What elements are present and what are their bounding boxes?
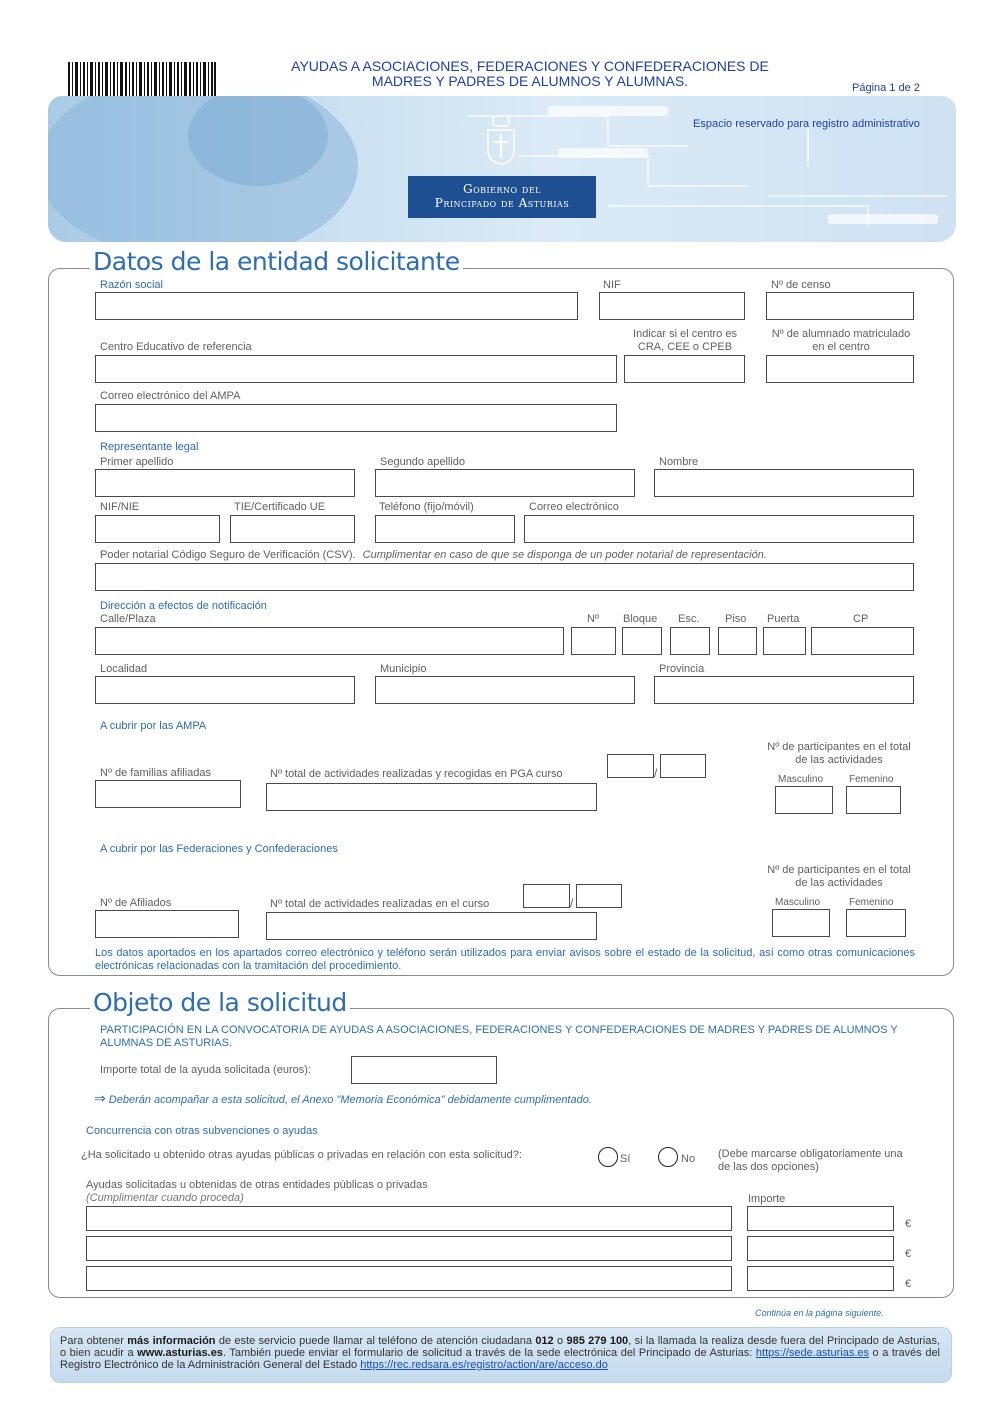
concurrencia-heading: Concurrencia con otras subvenciones o ayudas <box>86 1125 318 1137</box>
concurrencia-question: ¿Ha solicitado u obtenido otras ayudas públicas o privadas en relación con esta solicitud?: <box>81 1149 522 1161</box>
ayuda-importe-field-3[interactable] <box>747 1266 894 1291</box>
label-actividades-pga: Nº total de actividades realizadas y recogidas en PGA curso <box>270 768 563 780</box>
euro-sign-1: € <box>905 1218 912 1230</box>
label-poder-notarial <box>100 549 767 561</box>
label-primer-apellido: Primer apellido <box>100 456 174 468</box>
label-nif-nie: NIF/NIE <box>100 501 140 513</box>
localidad-field[interactable] <box>95 676 355 704</box>
label-correo: Correo electrónico <box>529 501 619 513</box>
label-femenino-ampa: Femenino <box>849 774 894 785</box>
section-title-objeto: Objeto de la solicitud <box>90 990 350 1016</box>
nif-field[interactable] <box>599 292 745 320</box>
label-participantes-fed: Nº de participantes en el total de las actividades <box>767 864 911 889</box>
ayuda-entidad-field-2[interactable] <box>86 1236 732 1261</box>
importe-total-field[interactable] <box>351 1056 497 1084</box>
label-participantes-ampa: Nº de participantes en el total de las actividades <box>767 741 911 766</box>
si-radio[interactable] <box>598 1147 618 1167</box>
label-localidad: Localidad <box>100 663 148 675</box>
euro-sign-2: € <box>905 1248 912 1260</box>
curso-start-field[interactable] <box>523 884 570 908</box>
nif-nie-field[interactable] <box>95 515 220 543</box>
label-telefono: Teléfono (fijo/móvil) <box>379 501 474 513</box>
footer-bold-mas-info: más información <box>127 1335 216 1347</box>
label-direccion: Dirección a efectos de notificación <box>100 600 267 612</box>
footer-text-2: de este servicio puede llamar al teléfono de atención ciudadana <box>215 1335 536 1347</box>
bloque-field[interactable] <box>622 627 662 655</box>
label-calle: Calle/Plaza <box>100 613 156 625</box>
correo-ampa-field[interactable] <box>95 404 617 432</box>
coat-of-arms-icon <box>484 116 518 166</box>
sede-link[interactable]: https://sede.asturias.es <box>755 1347 870 1359</box>
afiliados-field[interactable] <box>95 910 239 938</box>
actividades-pga-field[interactable] <box>266 783 597 811</box>
euro-sign-3: € <box>905 1278 912 1290</box>
footer-phone-012: 012 <box>535 1335 554 1347</box>
footer-text-3: o <box>553 1335 567 1347</box>
label-censo: Nº de censo <box>771 279 831 291</box>
privacy-note: Los datos aportados en los apartados correo electrónico y teléfono serán utilizados para enviar avisos sobre el estado de la solicitud, así como otras comunicaciones electrónicas relacionadas con la tramitación del procedimiento. <box>95 947 915 972</box>
cumplimentar-note: (Cumplimentar cuando proceda) <box>86 1192 244 1204</box>
correo-field[interactable] <box>524 515 914 543</box>
num-alumnado-field[interactable] <box>766 355 914 383</box>
footer-text-4: , si la llamada la realiza desde fuera del Principado de Asturias, o bien acudir a <box>60 1335 941 1359</box>
femenino-fed-field[interactable] <box>846 909 906 937</box>
federaciones-heading: A cubrir por las Federaciones y Confederaciones <box>100 843 338 855</box>
poder-notarial-text: Poder notarial Código Seguro de Verificación (CSV). <box>100 549 356 561</box>
slash-separator: / <box>654 766 658 780</box>
label-familias: Nº de familias afiliadas <box>100 767 212 779</box>
femenino-ampa-field[interactable] <box>846 786 901 814</box>
label-masculino-fed: Masculino <box>775 897 821 908</box>
no-radio[interactable] <box>658 1147 678 1167</box>
tipo-centro-field[interactable] <box>624 355 745 383</box>
participacion-text: PARTICIPACIÓN EN LA CONVOCATORIA DE AYUDAS A ASOCIACIONES, FEDERACIONES Y CONFEDERACIONES DE MADRES Y PADRES DE ALUMNOS Y ALUMNAS DE ASTURIAS. <box>100 1024 898 1049</box>
label-si: Sí <box>620 1153 631 1165</box>
provincia-field[interactable] <box>654 676 914 704</box>
label-masculino-ampa: Masculino <box>778 774 824 785</box>
masculino-ampa-field[interactable] <box>775 786 833 814</box>
csv-field[interactable] <box>95 563 914 591</box>
label-indicar-centro: Indicar si el centro es CRA, CEE o CPEB <box>633 328 737 353</box>
actividades-curso-field[interactable] <box>266 912 597 940</box>
curso-pga-start-field[interactable] <box>607 754 654 778</box>
anexo-note-line <box>94 1090 592 1107</box>
curso-pga-end-field[interactable] <box>660 754 706 778</box>
label-puerta: Puerta <box>767 613 800 625</box>
razon-social-field[interactable] <box>95 292 578 320</box>
footer-text-1: Para obtener <box>60 1335 128 1347</box>
label-numero: Nº <box>587 613 599 625</box>
page-indicator: Página 1 de 2 <box>852 82 920 94</box>
footer-info <box>60 1335 940 1371</box>
slash-separator: / <box>570 896 574 910</box>
label-piso: Piso <box>725 613 747 625</box>
ayuda-importe-field-2[interactable] <box>747 1236 894 1261</box>
piso-field[interactable] <box>718 627 757 655</box>
cp-field[interactable] <box>811 627 914 655</box>
label-no: No <box>681 1153 696 1165</box>
label-esc: Esc. <box>678 613 700 625</box>
numero-field[interactable] <box>571 627 616 655</box>
header-banner <box>48 96 956 242</box>
puerta-field[interactable] <box>763 627 806 655</box>
gov-logo-line2: Principado de Asturias <box>434 196 570 210</box>
section-title-entidad: Datos de la entidad solicitante <box>90 249 463 275</box>
censo-field[interactable] <box>766 292 914 320</box>
label-provincia: Provincia <box>659 663 705 675</box>
label-importe-total: Importe total de la ayuda solicitada (euros): <box>100 1064 311 1076</box>
label-municipio: Municipio <box>380 663 427 675</box>
masculino-fed-field[interactable] <box>772 909 830 937</box>
form-title-line2: MADRES Y PADRES DE ALUMNOS Y ALUMNAS. <box>371 73 689 89</box>
ampa-heading: A cubrir por las AMPA <box>100 720 207 732</box>
label-actividades-curso: Nº total de actividades realizadas en el curso <box>270 898 490 910</box>
ayuda-entidad-field-1[interactable] <box>86 1206 732 1231</box>
familias-field[interactable] <box>95 780 241 808</box>
label-nombre: Nombre <box>659 456 699 468</box>
arrow-right-icon: ⇒ <box>94 1090 106 1106</box>
label-num-alumnado: Nº de alumnado matriculado en el centro <box>771 328 911 353</box>
label-afiliados: Nº de Afiliados <box>100 897 172 909</box>
label-nif: NIF <box>603 279 621 291</box>
label-segundo-apellido: Segundo apellido <box>380 456 466 468</box>
centro-educativo-field[interactable] <box>95 355 617 383</box>
label-centro-educativo: Centro Educativo de referencia <box>100 341 252 353</box>
municipio-field[interactable] <box>375 676 635 704</box>
tie-field[interactable] <box>230 515 355 543</box>
ayuda-importe-field-1[interactable] <box>747 1206 894 1231</box>
gov-logo <box>408 176 596 218</box>
poder-notarial-note: Cumplimentar en caso de que se disponga de un poder notarial de representación. <box>362 549 767 561</box>
label-tie: TIE/Certificado UE <box>234 501 326 513</box>
footer-website: www.asturias.es <box>137 1347 223 1359</box>
curso-end-field[interactable] <box>576 884 622 908</box>
label-correo-ampa: Correo electrónico del AMPA <box>100 390 241 402</box>
segundo-apellido-field[interactable] <box>375 469 635 497</box>
footer-text-6: o a través del Registro Electrónico de la Administración General del Estado <box>60 1347 941 1371</box>
calle-field[interactable] <box>95 627 564 655</box>
obligatorio-note: (Debe marcarse obligatoriamente una de las dos opciones) <box>718 1148 903 1173</box>
form-title-line1: AYUDAS A ASOCIACIONES, FEDERACIONES Y CONFEDERACIONES DE <box>291 58 769 74</box>
registry-note: Espacio reservado para registro administrativo <box>693 118 920 130</box>
continua-note: Continúa en la página siguiente. <box>755 1308 884 1318</box>
anexo-note: Deberán acompañar a esta solicitud, el Anexo "Memoria Económica" debidamente cumplimentado. <box>108 1094 592 1106</box>
label-importe: Importe <box>748 1193 786 1205</box>
nombre-field[interactable] <box>654 469 914 497</box>
esc-field[interactable] <box>670 627 710 655</box>
redsara-link[interactable]: https://rec.redsara.es/registro/action/are/acceso.do <box>360 1359 608 1371</box>
footer-phone-985: 985 279 100 <box>566 1335 629 1347</box>
label-ayudas-otras: Ayudas solicitadas u obtenidas de otras entidades públicas o privadas <box>86 1179 428 1191</box>
telefono-field[interactable] <box>375 515 515 543</box>
gov-logo-line1: Gobierno del <box>463 182 541 196</box>
label-femenino-fed: Femenino <box>849 897 894 908</box>
label-cp: CP <box>853 613 869 625</box>
ayuda-entidad-field-3[interactable] <box>86 1266 732 1291</box>
label-representante-legal: Representante legal <box>100 441 199 453</box>
label-bloque: Bloque <box>623 613 658 625</box>
primer-apellido-field[interactable] <box>95 469 355 497</box>
label-razon-social: Razón social <box>100 279 163 291</box>
footer-text-5: . También puede enviar el formulario de solicitud a través de la sede electrónica del Principado de Asturias: <box>222 1347 756 1359</box>
